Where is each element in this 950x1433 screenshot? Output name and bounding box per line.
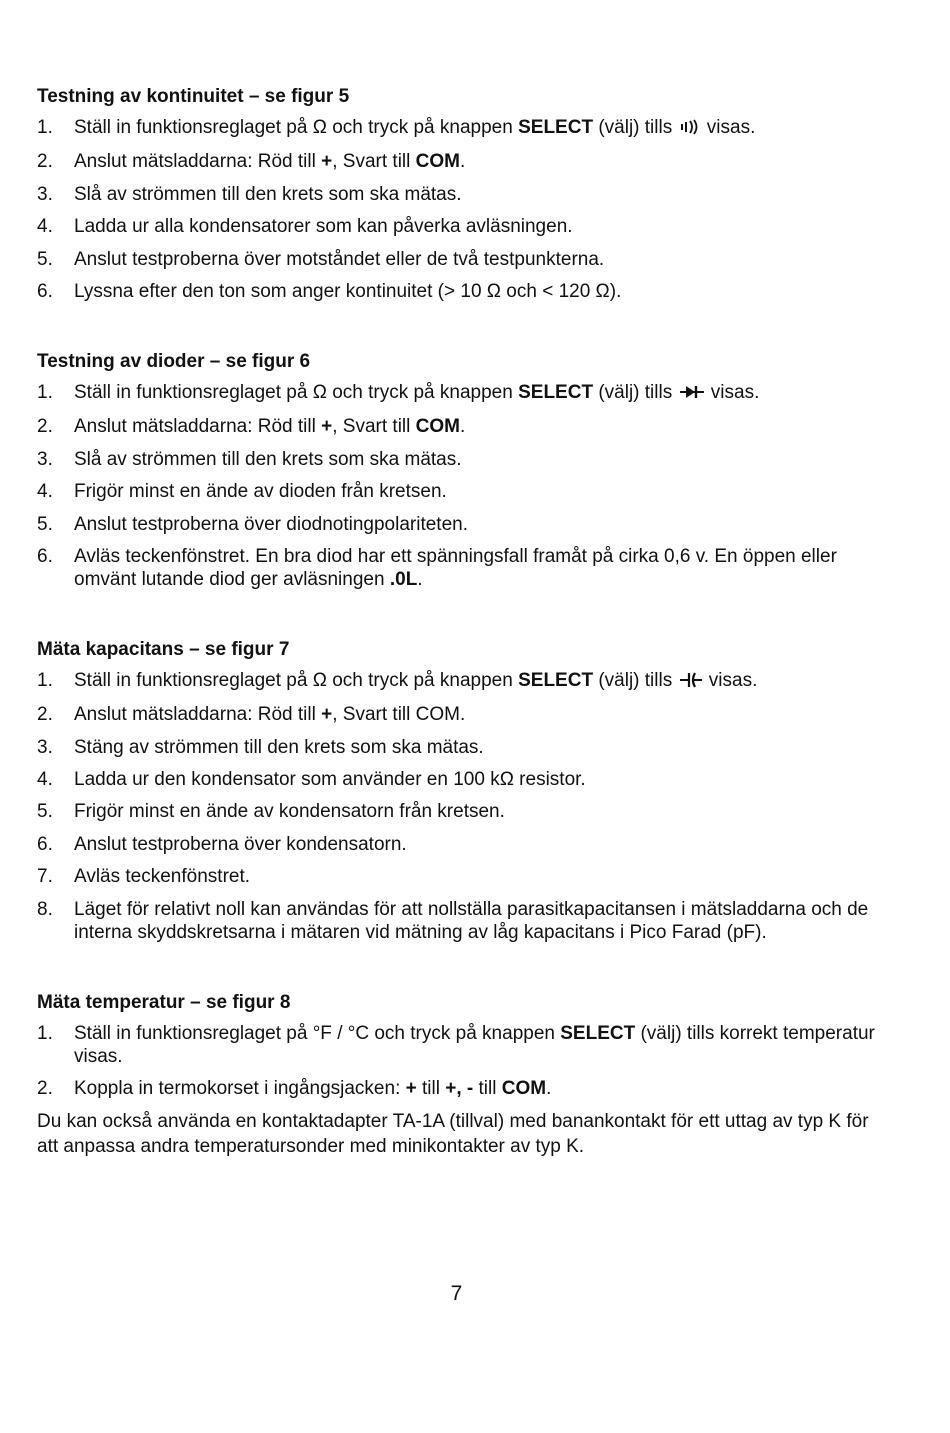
list-item bbox=[37, 898, 887, 944]
step-text: visas. bbox=[701, 117, 756, 138]
list-item bbox=[37, 669, 887, 694]
step-text: Anslut testproberna över diodnotingpolariteten. bbox=[74, 513, 468, 535]
step-text: visas. bbox=[703, 669, 758, 691]
step-number: 3. bbox=[37, 183, 53, 205]
section-capacitance bbox=[37, 637, 887, 944]
section-heading: Mäta kapacitans – se figur 7 bbox=[37, 638, 290, 660]
step-text: Avläs teckenfönstret. bbox=[74, 866, 251, 888]
steps-list bbox=[37, 381, 887, 591]
step-text: Koppla in termokorset i ingångsjacken: bbox=[74, 1078, 406, 1100]
list-item bbox=[37, 280, 887, 303]
step-text: Anslut mätsladdarna: Röd till bbox=[74, 704, 322, 726]
step-text: Slå av strömmen till den krets som ska mätas. bbox=[74, 183, 462, 205]
step-text: (välj) tills korrekt temperatur visas. bbox=[74, 1022, 875, 1067]
list-item bbox=[37, 480, 887, 503]
step-number: 7. bbox=[37, 866, 53, 888]
step-number: 2. bbox=[37, 1078, 53, 1100]
list-item bbox=[37, 865, 887, 888]
step-number: 5. bbox=[37, 513, 53, 535]
step-text: , Svart till bbox=[332, 151, 416, 173]
terminal-label: +, - bbox=[445, 1078, 474, 1100]
terminal-label: COM bbox=[415, 151, 460, 173]
step-number: 5. bbox=[37, 801, 53, 823]
step-text: Anslut mätsladdarna: Röd till bbox=[74, 151, 322, 173]
step-number: 4. bbox=[37, 769, 53, 791]
step-number: 2. bbox=[37, 151, 53, 173]
section-heading: Testning av dioder – se figur 6 bbox=[37, 350, 311, 372]
step-text: Lyssna efter den ton som anger kontinuitet (> 10 Ω och < 120 Ω). bbox=[74, 280, 622, 302]
step-text: Ställ in funktionsreglaget på °F / °C och tryck på knappen bbox=[74, 1022, 561, 1044]
step-text: Anslut testproberna över kondensatorn. bbox=[74, 833, 407, 855]
step-number: 4. bbox=[37, 216, 53, 238]
list-item bbox=[37, 381, 887, 406]
step-text: Ställ in funktionsreglaget på Ω och tryck på knappen bbox=[74, 117, 519, 138]
step-number: 6. bbox=[37, 833, 53, 855]
terminal-label: + bbox=[321, 151, 333, 173]
step-number: 2. bbox=[37, 704, 53, 726]
steps-list bbox=[37, 116, 887, 303]
list-item bbox=[37, 513, 887, 536]
step-number: 5. bbox=[37, 248, 53, 270]
step-number: 4. bbox=[37, 481, 53, 503]
list-item bbox=[37, 545, 887, 591]
step-number: 3. bbox=[37, 736, 53, 758]
step-text: Läget för relativt noll kan användas för att nollställa parasitkapacitansen i mätsladdarna och de interna skyddskretsarna i mätaren vid mätning av låg kapacitans i Pico Farad (pF). bbox=[74, 898, 869, 943]
manual-page bbox=[37, 84, 887, 1205]
list-item bbox=[37, 150, 887, 173]
list-item bbox=[37, 1077, 887, 1100]
list-item bbox=[37, 800, 887, 823]
list-item bbox=[37, 703, 887, 726]
adapter-note: Du kan också använda en kontaktadapter TA-1A (tillval) med banankontakt för ett uttag av typ K för att anpassa andra temperatursonder med minikontakter av typ K. bbox=[37, 1111, 869, 1158]
terminal-label: + bbox=[321, 704, 333, 726]
step-number: 8. bbox=[37, 898, 53, 920]
step-text: . bbox=[417, 568, 423, 590]
step-text: till bbox=[416, 1078, 446, 1100]
step-text: Ladda ur den kondensator som använder en 100 kΩ resistor. bbox=[74, 769, 586, 791]
capacitor-icon bbox=[680, 671, 702, 694]
list-item bbox=[37, 1022, 887, 1068]
step-text: Slå av strömmen till den krets som ska mätas. bbox=[74, 448, 462, 470]
section-diodes bbox=[37, 349, 887, 591]
step-text: Ställ in funktionsreglaget på Ω och tryck på knappen bbox=[74, 381, 519, 403]
step-text: Frigör minst en ände av kondensatorn från kretsen. bbox=[74, 801, 505, 823]
step-text: Anslut testproberna över motståndet eller de två testpunkterna. bbox=[74, 248, 605, 270]
step-text: Stäng av strömmen till den krets som ska mätas. bbox=[74, 736, 484, 758]
diode-icon bbox=[680, 383, 704, 406]
step-text: Avläs teckenfönstret. En bra diod har ett spänningsfall framåt på cirka 0,6 v. En öppen eller omvänt lutande diod ger avläsningen bbox=[74, 545, 837, 590]
key-label: SELECT bbox=[560, 1022, 636, 1044]
key-label: SELECT bbox=[518, 669, 594, 691]
section-continuity bbox=[37, 84, 887, 303]
display-reading: .0L bbox=[389, 568, 418, 590]
step-number: 1. bbox=[37, 1022, 53, 1044]
step-text: Anslut mätsladdarna: Röd till bbox=[74, 416, 322, 438]
terminal-label: COM bbox=[415, 416, 460, 438]
list-item bbox=[37, 215, 887, 238]
step-text: till bbox=[473, 1078, 502, 1100]
step-text: , Svart till bbox=[332, 416, 416, 438]
step-number: 2. bbox=[37, 416, 53, 438]
step-number: 3. bbox=[37, 448, 53, 470]
list-item bbox=[37, 448, 887, 471]
step-number: 1. bbox=[37, 381, 53, 403]
step-text: (välj) tills bbox=[593, 117, 678, 138]
list-item bbox=[37, 183, 887, 206]
step-text: Ladda ur alla kondensatorer som kan påverka avläsningen. bbox=[74, 216, 573, 238]
key-label: SELECT bbox=[518, 117, 594, 138]
step-number: 1. bbox=[37, 669, 53, 691]
section-heading: Testning av kontinuitet – se figur 5 bbox=[37, 86, 350, 107]
step-text: visas. bbox=[705, 381, 760, 403]
terminal-label: COM bbox=[501, 1078, 547, 1100]
key-label: SELECT bbox=[518, 381, 594, 403]
steps-list bbox=[37, 1022, 887, 1100]
step-text: Ställ in funktionsreglaget på Ω och tryck på knappen bbox=[74, 669, 519, 691]
list-item bbox=[37, 116, 887, 141]
list-item bbox=[37, 768, 887, 791]
list-item bbox=[37, 833, 887, 856]
step-text: . bbox=[546, 1078, 552, 1100]
list-item bbox=[37, 736, 887, 759]
steps-list bbox=[37, 669, 887, 944]
step-number: 1. bbox=[37, 117, 53, 138]
step-text: , Svart till COM. bbox=[332, 704, 466, 726]
section-temperature bbox=[37, 990, 887, 1160]
step-text: (välj) tills bbox=[593, 669, 678, 691]
step-text: . bbox=[459, 151, 466, 173]
page-number: 7 bbox=[450, 1282, 463, 1305]
terminal-label: + bbox=[321, 416, 333, 438]
step-number: 6. bbox=[37, 545, 53, 567]
step-text: . bbox=[459, 416, 466, 438]
step-number: 6. bbox=[37, 280, 53, 302]
list-item bbox=[37, 415, 887, 438]
step-text: (välj) tills bbox=[593, 381, 678, 403]
list-item bbox=[37, 248, 887, 271]
section-heading: Mäta temperatur – se figur 8 bbox=[37, 991, 291, 1013]
step-text: Frigör minst en ände av dioden från kretsen. bbox=[74, 481, 447, 503]
terminal-label: + bbox=[405, 1078, 417, 1100]
continuity-sound-icon bbox=[680, 118, 700, 141]
